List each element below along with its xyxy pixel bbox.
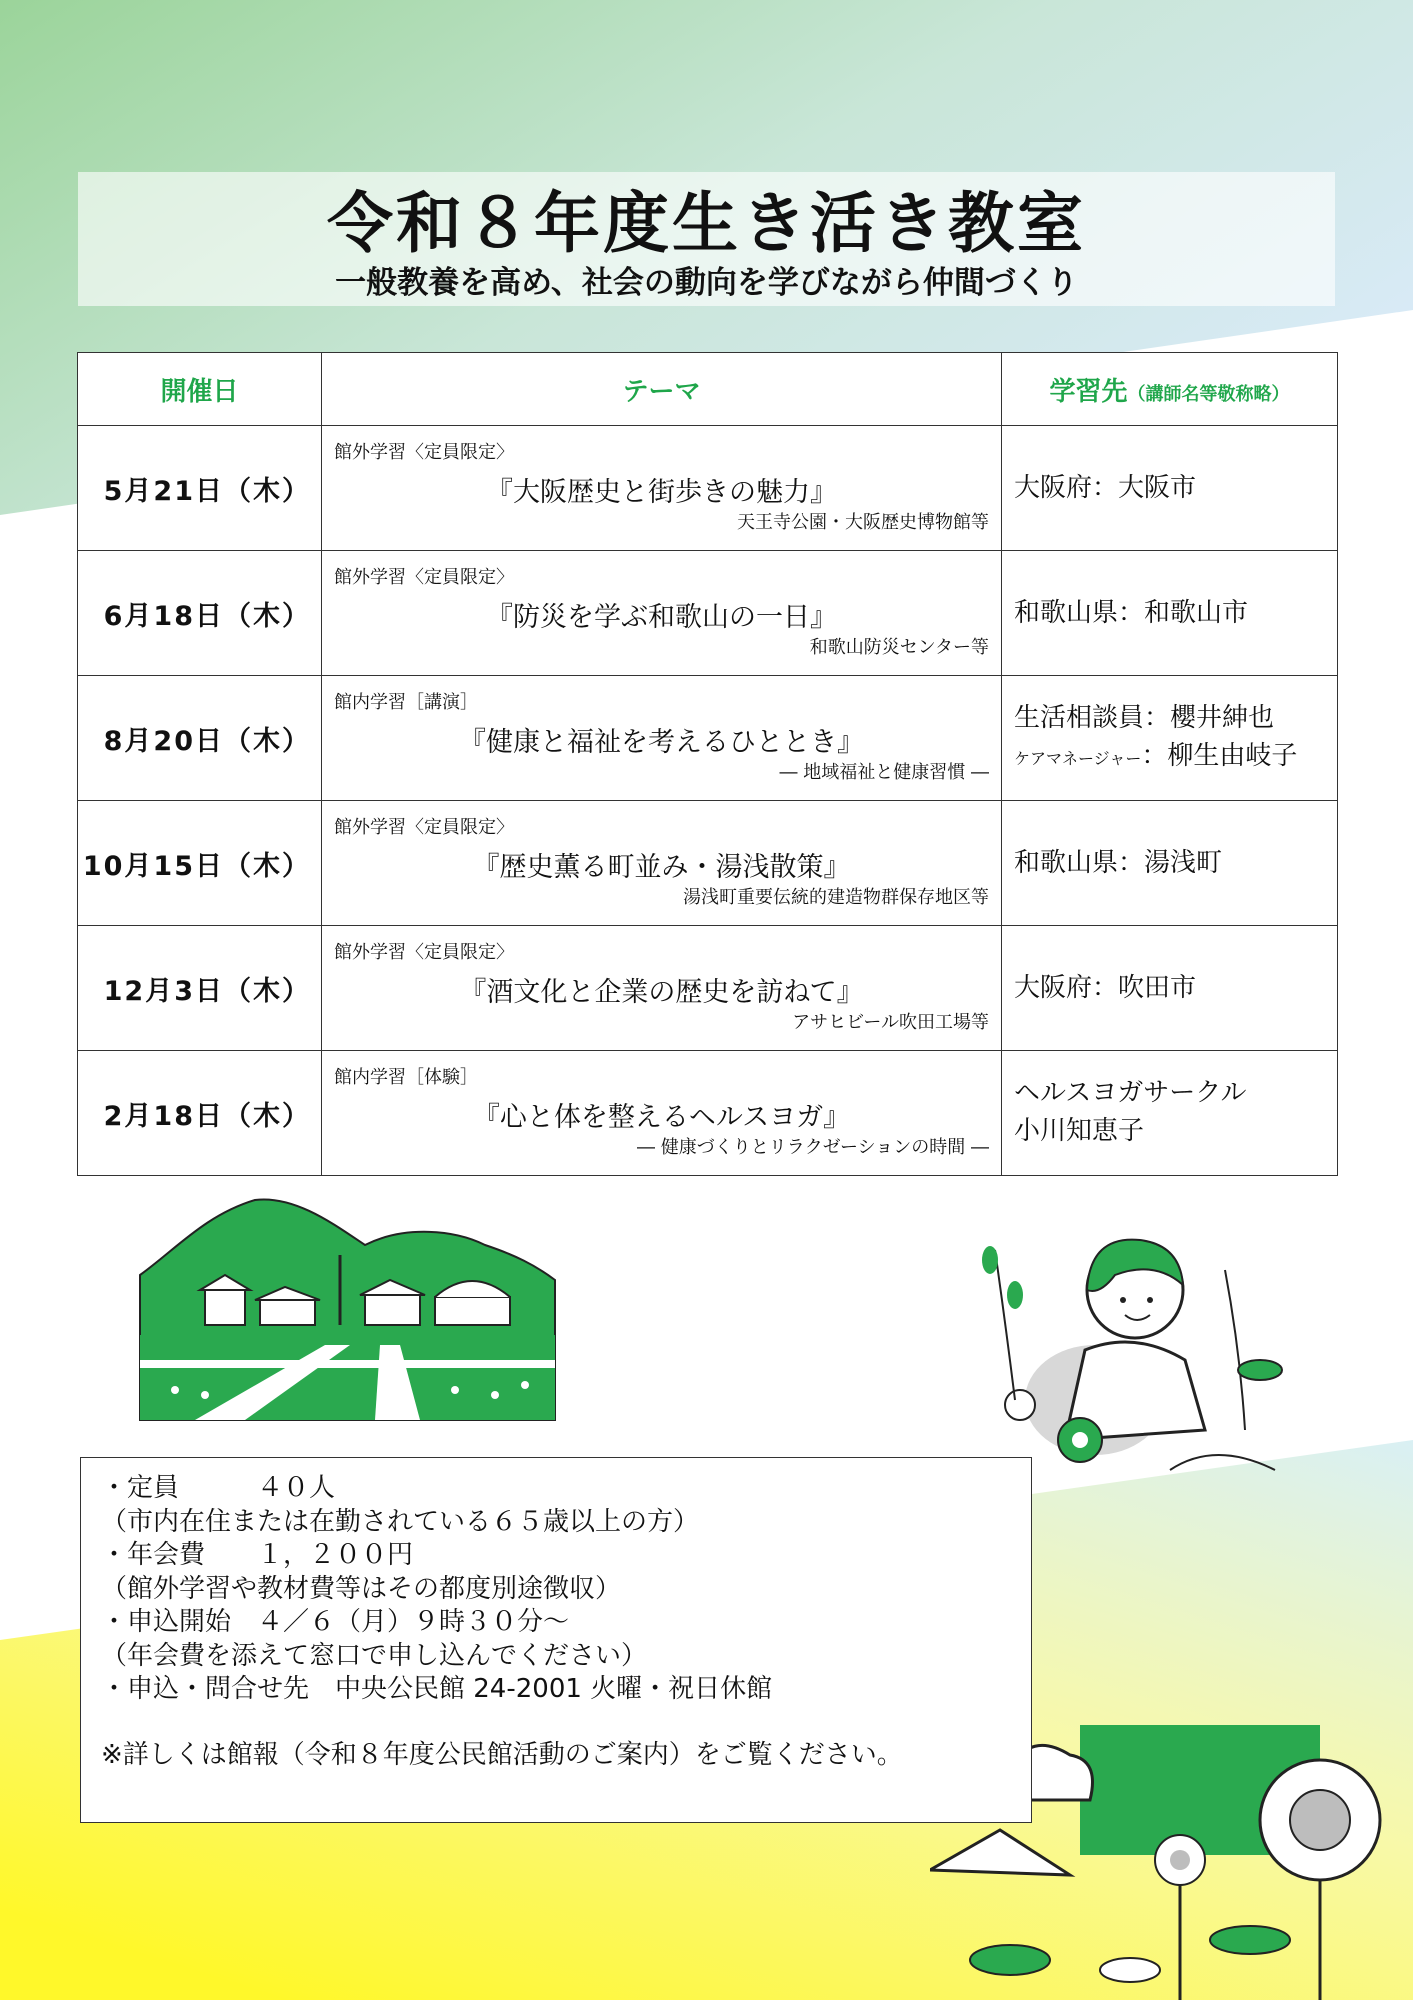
event-kind: 館外学習〈定員限定〉 — [334, 817, 514, 838]
schedule-table — [77, 352, 1338, 1176]
info-line: （館外学習や教材費等はその都度別途徴収） — [101, 1573, 622, 1604]
page-subtitle: 一般教養を高め、社会の動向を学びながら仲間づくり — [335, 265, 1078, 301]
table-row — [78, 926, 1338, 1051]
place-text: ヘルスヨガサークル — [1014, 1077, 1247, 1108]
header-place-note: （講師名等敬称略） — [1127, 383, 1290, 405]
event-date: 8月20日（木） — [78, 676, 322, 801]
event-kind: 館内学習［講演］ — [334, 692, 478, 713]
event-kind: 館外学習〈定員限定〉 — [334, 442, 514, 463]
gardening-person-illustration — [975, 1200, 1315, 1500]
event-place — [1002, 676, 1338, 801]
info-line: ・申込開始 ４／６（月）９時３０分～ — [101, 1607, 570, 1637]
title-banner — [78, 172, 1335, 306]
event-date: 5月21日（木） — [78, 426, 322, 551]
event-kind: 館外学習〈定員限定〉 — [334, 567, 514, 588]
event-place — [1002, 551, 1338, 676]
header-place-label: 学習先 — [1049, 376, 1128, 407]
event-note: ― 健康づくりとリラクゼーションの時間 ― — [636, 1137, 989, 1158]
header-place — [1002, 353, 1338, 426]
event-theme — [322, 926, 1002, 1051]
place-text: 大阪府：吹田市 — [1014, 973, 1197, 1003]
place-text-2: ：柳生由岐子 — [1141, 740, 1298, 771]
event-title: 『防災を学ぶ和歌山の一日』 — [486, 602, 837, 633]
info-line: ・年会費 １，２００円 — [101, 1540, 414, 1570]
event-note: 和歌山防災センター等 — [809, 637, 989, 658]
event-kind: 館内学習［体験］ — [334, 1067, 478, 1088]
event-kind: 館外学習〈定員限定〉 — [334, 942, 514, 963]
event-title: 『酒文化と企業の歴史を訪ねて』 — [459, 977, 864, 1008]
event-date: 2月18日（木） — [78, 1051, 322, 1176]
event-theme — [322, 426, 1002, 551]
info-line: ・申込・問合せ先 中央公民館 24-2001 火曜・祝日休館 — [101, 1674, 773, 1704]
event-note: ― 地域福祉と健康習慣 ― — [779, 762, 989, 783]
event-theme — [322, 801, 1002, 926]
info-box — [80, 1457, 1032, 1823]
event-theme — [322, 551, 1002, 676]
info-line: （市内在住または在勤されている６５歳以上の方） — [101, 1506, 700, 1537]
event-title: 『健康と福祉を考えるひととき』 — [459, 727, 864, 758]
event-theme — [322, 1051, 1002, 1176]
village-illustration — [135, 1195, 560, 1430]
info-line: ・定員 ４０人 — [101, 1473, 336, 1503]
table-row — [78, 1051, 1338, 1176]
header-date: 開催日 — [78, 353, 322, 426]
place-text: 生活相談員：櫻井紳也 — [1014, 702, 1275, 733]
event-date: 6月18日（木） — [78, 551, 322, 676]
event-title: 『大阪歴史と街歩きの魅力』 — [486, 477, 837, 508]
event-place — [1002, 801, 1338, 926]
place-role-small: ケアマネージャー — [1014, 748, 1142, 768]
place-text: 和歌山県：湯浅町 — [1014, 848, 1223, 878]
table-header-row — [78, 353, 1338, 426]
event-note: アサヒビール吹田工場等 — [792, 1012, 989, 1033]
event-note: 湯浅町重要伝統的建造物群保存地区等 — [683, 887, 989, 908]
event-note: 天王寺公園・大阪歴史博物館等 — [737, 512, 989, 533]
event-place — [1002, 926, 1338, 1051]
info-line: （年会費を添えて窓口で申し込んでください） — [101, 1640, 648, 1671]
place-text: 和歌山県：和歌山市 — [1014, 598, 1249, 628]
event-theme — [322, 676, 1002, 801]
event-date: 10月15日（木） — [78, 801, 322, 926]
event-title: 『歴史薫る町並み・湯浅散策』 — [472, 852, 851, 883]
place-text: 大阪府：大阪市 — [1014, 473, 1197, 503]
header-theme: テーマ — [322, 353, 1002, 426]
table-row — [78, 676, 1338, 801]
table-row — [78, 801, 1338, 926]
table-row — [78, 426, 1338, 551]
event-place — [1002, 426, 1338, 551]
event-place — [1002, 1051, 1338, 1176]
event-date: 12月3日（木） — [78, 926, 322, 1051]
info-footnote: ※詳しくは館報（令和８年度公民館活動のご案内）をご覧ください。 — [101, 1739, 903, 1770]
place-text-2: 小川知恵子 — [1014, 1115, 1145, 1146]
event-title: 『心と体を整えるヘルスヨガ』 — [472, 1102, 851, 1133]
info-lines — [101, 1472, 1031, 1707]
table-row — [78, 551, 1338, 676]
page-title: 令和８年度生き活き教室 — [327, 185, 1086, 262]
